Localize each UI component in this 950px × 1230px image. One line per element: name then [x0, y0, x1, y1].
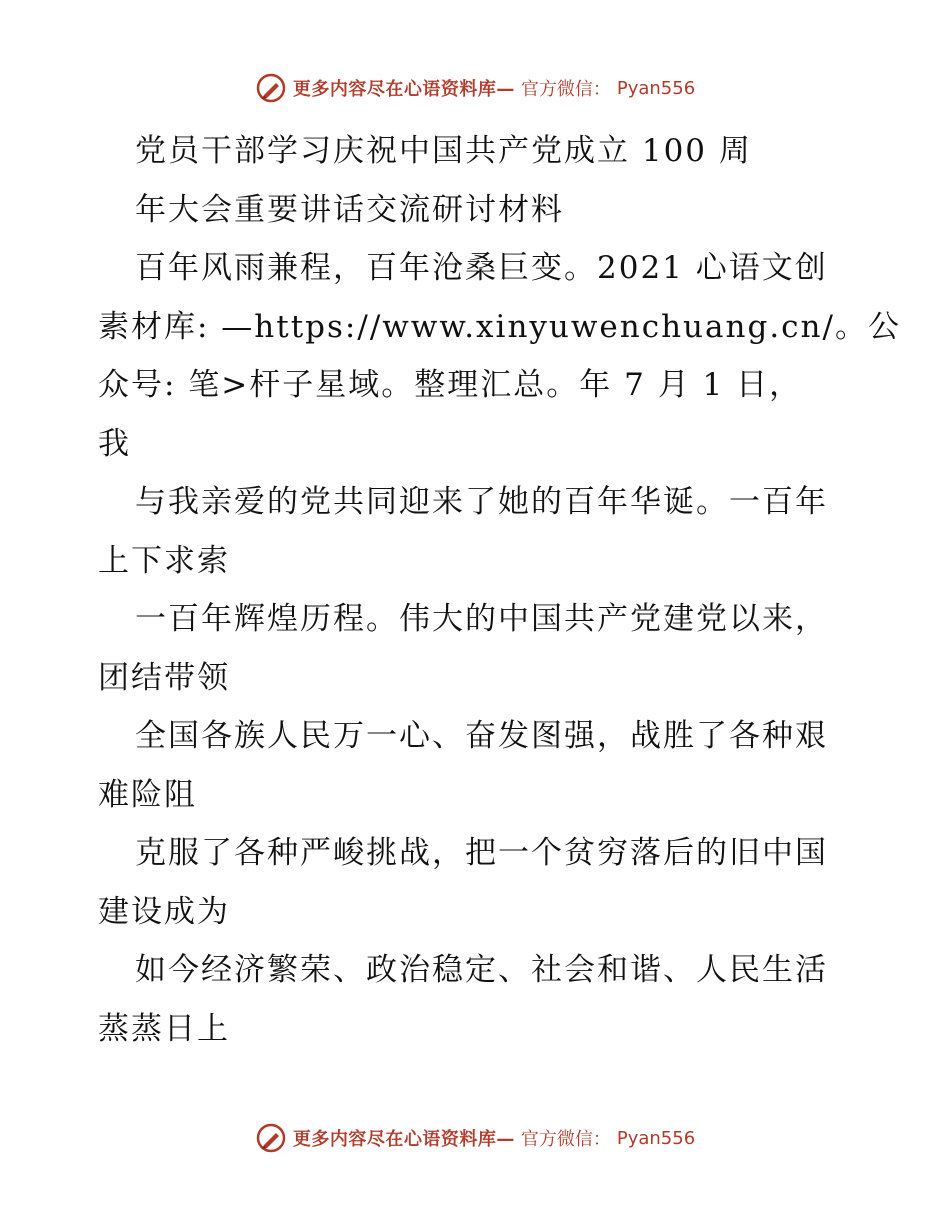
paragraph-line: 难险阻 — [98, 776, 197, 813]
title-line-2: 年大会重要讲话交流研讨材料 — [135, 191, 564, 228]
paragraph-line: 蒸蒸日上 — [98, 1010, 230, 1047]
promo-text: 更多内容尽在心语资料库— — [292, 79, 515, 100]
paragraph-line: 全国各族人民万一心、奋发图强，战胜了各种艰 — [135, 718, 828, 754]
paragraph-line: 如今经济繁荣、政治稳定、社会和谐、人民生活 — [135, 952, 828, 988]
wechat-label: 官方微信： — [520, 79, 611, 100]
title-line-1: 党员干部学习庆祝中国共产党成立 100 周 — [135, 133, 752, 169]
footer-watermark — [0, 1122, 950, 1154]
paragraph-line: 与我亲爱的党共同迎来了她的百年华诞。一百年 — [135, 484, 828, 520]
wechat-label: 官方微信： — [520, 1129, 611, 1150]
header-watermark — [0, 72, 950, 104]
paragraph-line: 素材库: —https://www.xinyuwenchuang.cn/。公 — [98, 308, 901, 345]
paragraph-line: 一百年辉煌历程。伟大的中国共产党建党以来， — [135, 601, 828, 637]
paragraph-line: 克服了各种严峻挑战，把一个贫穷落后的旧中国 — [135, 835, 828, 871]
paragraph-line: 我 — [98, 425, 131, 462]
paragraph-line: 上下求索 — [98, 542, 230, 579]
wechat-id: Pyan556 — [616, 1127, 696, 1149]
document-body — [98, 122, 901, 1058]
paragraph-line: 众号: 笔>杆子星域。整理汇总。年 7 月 1 日， — [98, 367, 803, 403]
paragraph-line: 百年风雨兼程，百年沧桑巨变。2021 心语文创 — [135, 250, 828, 286]
paragraph-line: 团结带领 — [98, 659, 230, 696]
promo-text: 更多内容尽在心语资料库— — [292, 1129, 515, 1150]
paragraph-line: 建设成为 — [98, 893, 230, 930]
wechat-id: Pyan556 — [616, 77, 696, 99]
pen-logo-icon — [255, 72, 287, 104]
pen-logo-icon — [255, 1122, 287, 1154]
